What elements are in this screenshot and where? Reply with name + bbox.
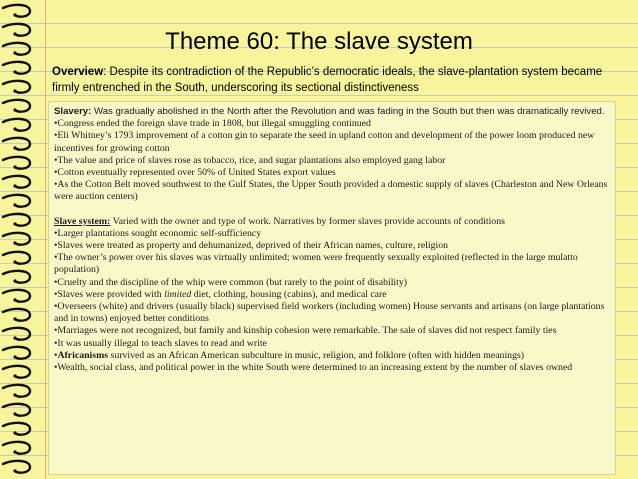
spiral-hole [13,450,16,453]
system-bullet: •Marriages were not recognized, but family and kinship cohesion were remarkable. The sale of slaves did not respect family ties [54,325,557,337]
page-title: Theme 60: The slave system [165,28,473,55]
slavery-bullet: •As the Cotton Belt moved southwest to the Gulf States, the Upper South provided a domestic supply of slaves (Charleston and New Orleans were auction centers) [54,179,608,203]
slavery-intro: Slavery: Was gradually abolished in the North after the Revolution and was fading in the South but then was dramatically revived. [54,106,605,117]
system-bullet: •It was usually illegal to teach slaves to read and write [54,337,267,349]
spiral-hole [13,222,16,225]
overview-paragraph [52,64,612,96]
slavery-bullet: •Eli Whitney’s 1793 improvement of a cotton gin to separate the seed in upland cotton and development of the power loom produced new incentives for growing cotton [54,130,595,154]
slavery-bullet: •Congress ended the foreign slave trade in 1808, but illegal smuggling continued [54,118,371,130]
spiral-hole [13,241,16,244]
spiral-hole [13,70,16,73]
system-bullet: •Slaves were provided with limited diet, clothing, housing (cabins), and medical care [54,288,387,300]
spiral-hole [13,279,16,282]
spiral-hole [13,127,16,130]
spiral-hole [13,184,16,187]
system-bullet: •Wealth, social class, and political power in the white South were determined to an increasing extent by the number of slaves owned [54,362,573,374]
system-bullet: •Overseers (white) and drivers (usually black) supervised field workers (including women) House servants and artisans (on large plantations and in towns) enjoyed better conditions [54,301,605,325]
system-label: Slave system: [54,215,111,227]
spiral-binding-icon [0,0,40,479]
margin-line [45,0,46,479]
spiral-hole [13,298,16,301]
system-bullet: •The owner’s power over his slaves was virtually unlimited; women were frequently sexually exploited (reflected in the large mulatto population) [54,252,578,276]
spiral-hole [13,260,16,263]
spiral-hole [13,431,16,434]
spiral-hole [13,393,16,396]
spiral-hole [13,374,16,377]
slavery-bullet: •The value and price of slaves rose as tobacco, rice, and sugar plantations also employed gang labor [54,154,446,166]
overview-text: : Despite its contradiction of the Republic’s democratic ideals, the slave-plantation system became firmly entrenched in the South, underscoring its sectional distinctiveness [52,66,603,94]
spiral-hole [13,469,16,472]
spiral-hole [13,336,16,339]
spiral-hole [13,203,16,206]
spiral-hole [13,146,16,149]
spiral-hole [13,108,16,111]
spiral-hole [13,13,16,16]
system-bullet: •Larger plantations sought economic self-sufficiency [54,227,262,239]
spiral-hole [13,355,16,358]
overview-label: Overview [52,66,104,78]
slavery-label: Slavery: [54,106,92,117]
system-bullet: •Slaves were treated as property and dehumanized, deprived of their African names, culture, religion [54,240,449,252]
spiral-hole [13,412,16,415]
spiral-hole [13,165,16,168]
system-intro: Slave system: Varied with the owner and type of work. Narratives by former slaves provide accounts of conditions [54,215,505,227]
content-text [54,106,610,374]
spiral-hole [13,317,16,320]
system-bullet: •Cruelty and the discipline of the whip were common (but rarely to the point of disability) [54,276,408,288]
spiral-hole [13,89,16,92]
slavery-bullet: •Cotton eventually represented over 50% of United States export values [54,167,336,179]
system-bullet: •Africanisms survived as an African American subculture in music, religion, and folklore (often with hidden meanings) [54,349,525,361]
